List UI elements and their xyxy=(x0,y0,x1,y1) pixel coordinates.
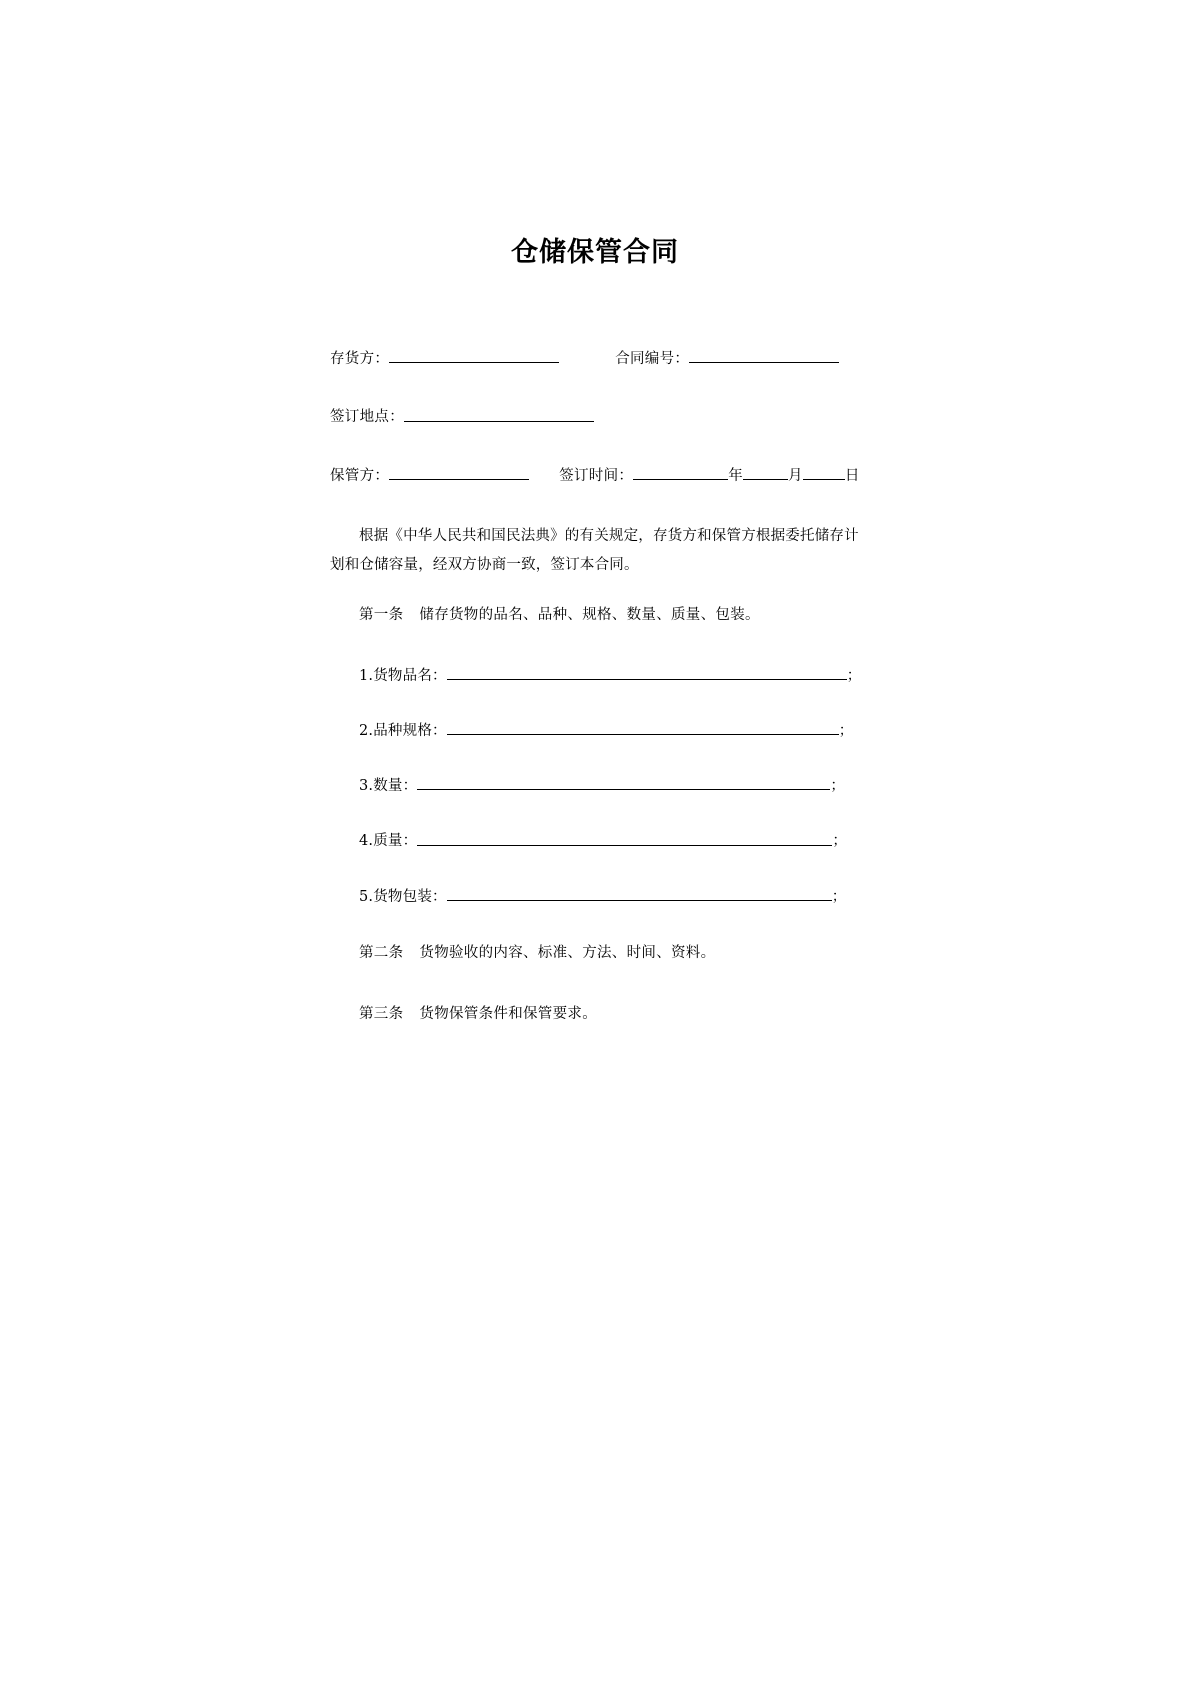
packaging-label: 5.货物包装： xyxy=(359,888,447,905)
month-unit-label: 月 xyxy=(788,468,803,485)
signing-month-input[interactable] xyxy=(743,464,788,480)
contract-number-label: 合同编号： xyxy=(615,351,690,368)
signing-year-input[interactable] xyxy=(633,464,728,480)
contract-number-input[interactable] xyxy=(689,347,839,363)
variety-spec-input[interactable] xyxy=(447,719,839,735)
quantity-end: ； xyxy=(830,778,846,795)
field-row-depositor-contract-number xyxy=(330,347,860,371)
day-unit-label: 日 xyxy=(844,468,860,485)
clause-3-text: 货物保管条件和保管要求。 xyxy=(419,1006,598,1023)
quantity-label: 3.数量： xyxy=(359,778,418,795)
document-content xyxy=(330,230,860,1063)
variety-spec-end: ； xyxy=(838,723,854,740)
signing-time-label: 签订时间： xyxy=(559,468,634,485)
goods-name-label: 1.货物品名： xyxy=(359,667,447,684)
clause-1-item-2 xyxy=(330,719,860,740)
signing-place-input[interactable] xyxy=(404,405,594,421)
page-title: 仓储保管合同 xyxy=(511,237,679,268)
depositor-label: 存货方： xyxy=(330,351,390,368)
clause-3-heading xyxy=(330,1001,860,1029)
clause-1-text: 储存货物的品名、品种、规格、数量、质量、包装。 xyxy=(419,607,760,624)
packaging-end: ； xyxy=(831,888,847,905)
field-row-signing-place xyxy=(330,405,860,429)
goods-name-end: ； xyxy=(846,667,862,684)
signing-place-label: 签订地点： xyxy=(330,409,404,426)
packaging-input[interactable] xyxy=(447,885,832,901)
clause-1-item-3 xyxy=(330,774,860,795)
variety-spec-label: 2.品种规格： xyxy=(359,723,447,740)
clause-2-heading xyxy=(330,940,860,968)
clause-1-heading xyxy=(330,602,860,630)
clause-1-item-4 xyxy=(330,829,860,850)
clause-1-item-1 xyxy=(330,664,860,685)
quality-end: ； xyxy=(832,833,848,850)
clause-3-number: 第三条 xyxy=(359,1006,404,1023)
goods-name-input[interactable] xyxy=(447,664,847,680)
signing-day-input[interactable] xyxy=(803,464,845,480)
clause-1-item-5 xyxy=(330,885,860,906)
clause-1-number: 第一条 xyxy=(359,607,404,624)
quality-label: 4.质量： xyxy=(359,833,418,850)
depositor-input[interactable] xyxy=(389,347,559,363)
quality-input[interactable] xyxy=(417,829,832,845)
preamble-paragraph: 根据《中华人民共和国民法典》的有关规定，存货方和保管方根据委托储存计划和仓储容量，经双方协商一致，签订本合同。 xyxy=(330,528,859,574)
year-unit-label: 年 xyxy=(728,468,744,485)
quantity-input[interactable] xyxy=(417,774,830,790)
custodian-label: 保管方： xyxy=(330,468,390,485)
clause-2-number: 第二条 xyxy=(359,944,404,961)
field-row-custodian-signing-time xyxy=(330,464,860,488)
clause-2-text: 货物验收的内容、标准、方法、时间、资料。 xyxy=(419,944,716,961)
custodian-input[interactable] xyxy=(389,464,529,480)
